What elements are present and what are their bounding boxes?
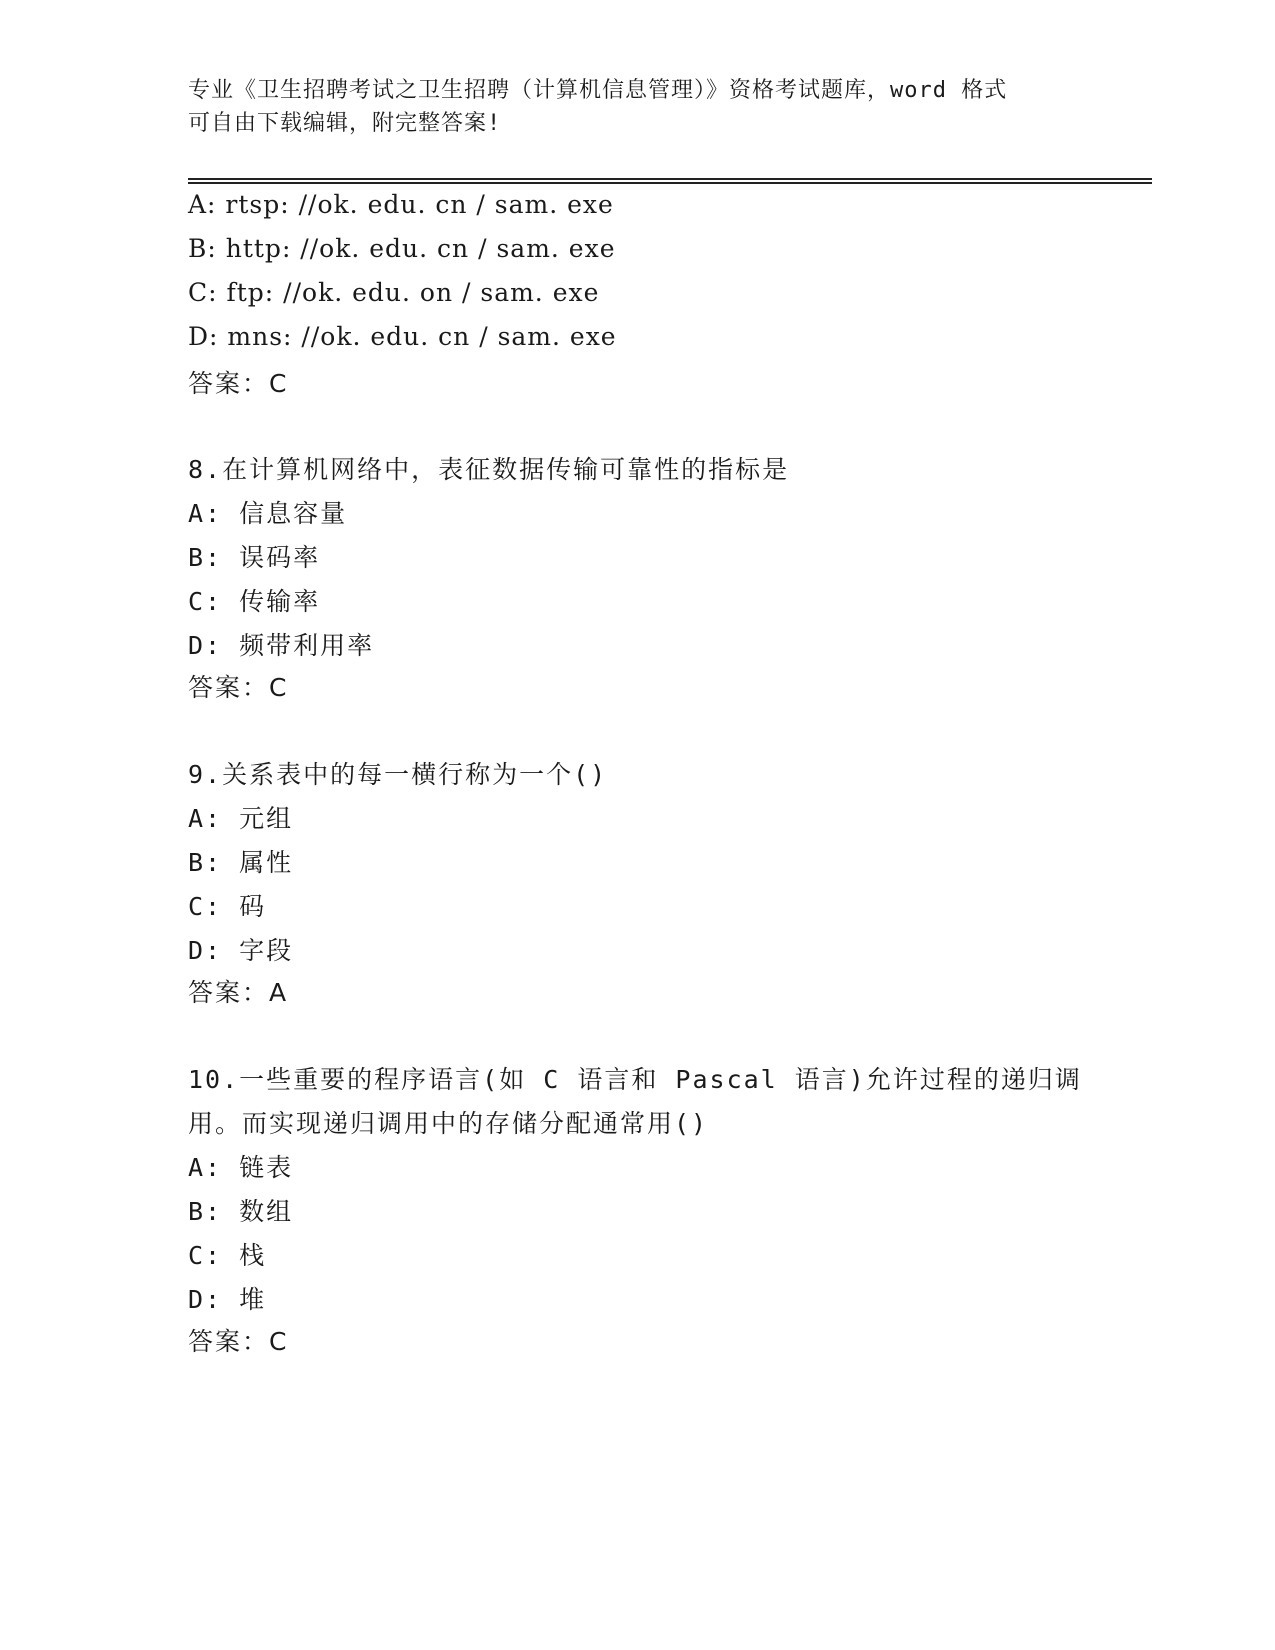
q9-option-a: A: 元组 (188, 804, 294, 833)
q10-question-line-1: 10.一些重要的程序语言(如 C 语言和 Pascal 语言)允许过程的递归调 (188, 1065, 1082, 1094)
q8-option-c: C: 传输率 (188, 587, 321, 616)
q7-option-b: B: http: //ok. edu. cn / sam. exe (188, 234, 616, 263)
document-header (188, 74, 1088, 140)
q7-option-d: D: mns: //ok. edu. cn / sam. exe (188, 322, 617, 351)
q7-option-a: A: rtsp: //ok. edu. cn / sam. exe (188, 190, 614, 219)
q10-option-d: D: 堆 (188, 1285, 267, 1314)
q10-answer: 答案：C (188, 1327, 289, 1356)
q8-answer: 答案：C (188, 673, 289, 702)
q9-option-d: D: 字段 (188, 936, 294, 965)
q9-question: 9.关系表中的每一横行称为一个() (188, 760, 608, 789)
q9-option-c: C: 码 (188, 892, 267, 921)
header-divider-top (188, 178, 1152, 180)
header-divider-bottom (188, 182, 1152, 184)
q10-option-a: A: 链表 (188, 1153, 294, 1182)
header-line-2: 可自由下载编辑，附完整答案! (188, 111, 502, 136)
q7-answer: 答案：C (188, 369, 289, 398)
q7-option-c: C: ftp: //ok. edu. on / sam. exe (188, 278, 600, 307)
q8-option-b: B: 误码率 (188, 543, 321, 572)
q8-question: 8.在计算机网络中，表征数据传输可靠性的指标是 (188, 455, 790, 484)
q10-option-b: B: 数组 (188, 1197, 294, 1226)
q8-option-d: D: 频带利用率 (188, 631, 375, 660)
q9-answer: 答案：A (188, 978, 289, 1007)
q10-option-c: C: 栈 (188, 1241, 267, 1270)
q8-option-a: A: 信息容量 (188, 499, 348, 528)
header-line-1: 专业《卫生招聘考试之卫生招聘（计算机信息管理）》资格考试题库，word 格式 (188, 78, 1008, 103)
q10-question-line-2: 用。而实现递归调用中的存储分配通常用() (188, 1109, 709, 1138)
q9-option-b: B: 属性 (188, 848, 294, 877)
